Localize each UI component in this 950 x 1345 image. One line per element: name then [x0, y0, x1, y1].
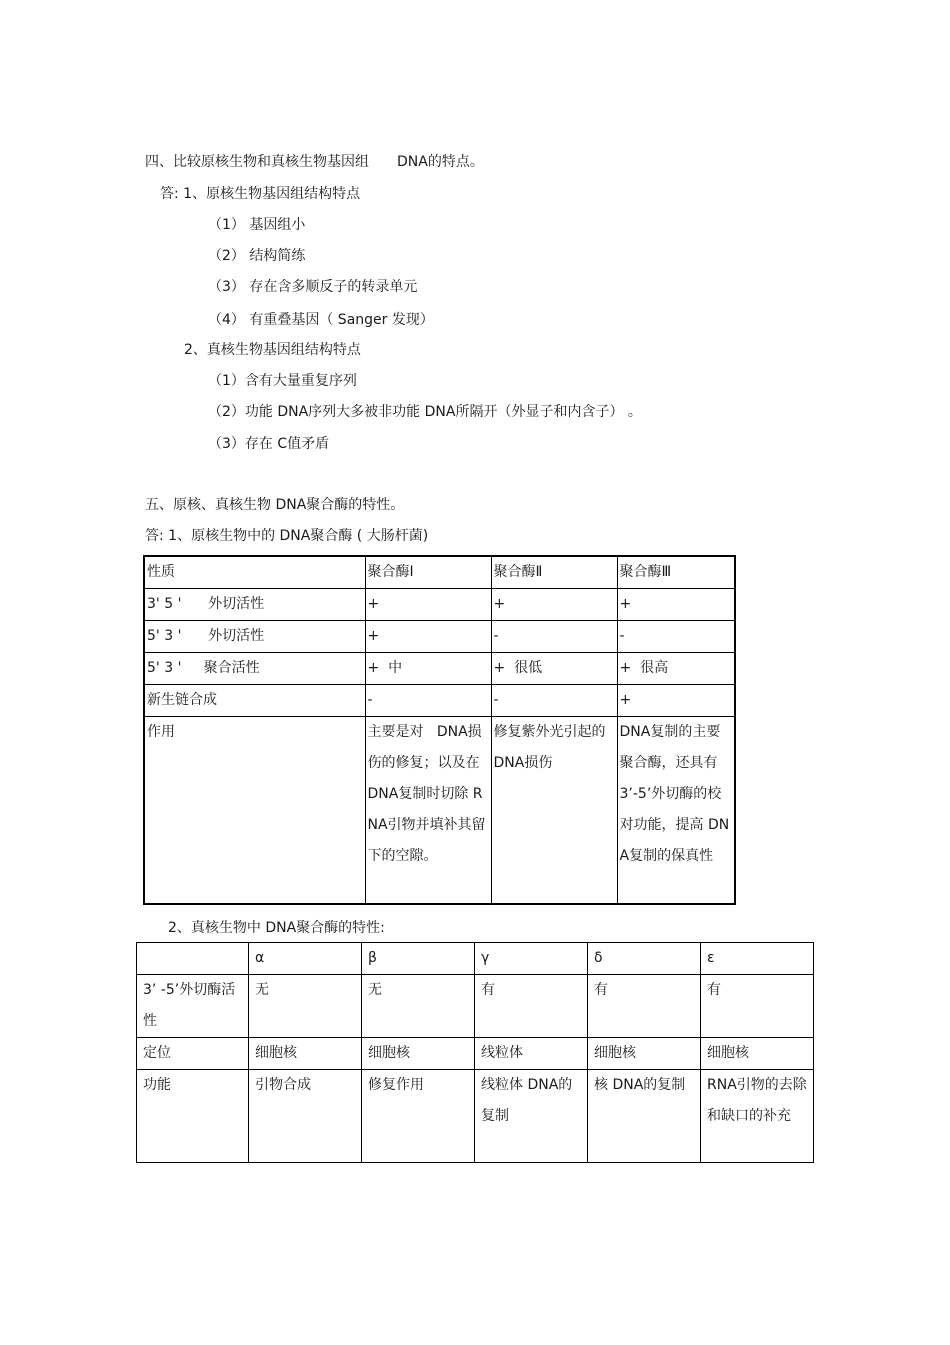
table-header-cell: 聚合酶Ⅲ	[617, 556, 735, 589]
table-header-row	[137, 943, 814, 975]
table-cell: 细胞核	[701, 1038, 814, 1070]
table-cell: DNA复制的主要聚合酶，还具有 3’-5’外切酶的校对功能，提高 DNA复制的保真性	[617, 717, 735, 905]
table-cell: +	[491, 589, 617, 621]
list-item: （3） 存在含多顺反子的转录单元	[208, 279, 418, 295]
table-row	[144, 589, 735, 621]
table-header-cell: 性质	[144, 556, 365, 589]
table-cell: -	[365, 685, 491, 717]
table-row	[144, 653, 735, 685]
table-row	[137, 1070, 814, 1163]
table-cell: 细胞核	[249, 1038, 362, 1070]
table-cell: 修复作用	[362, 1070, 475, 1163]
table-cell: 定位	[137, 1038, 249, 1070]
table-cell: 主要是对 DNA损伤的修复；以及在 DNA复制时切除 RNA引物并填补其留下的空隙。	[365, 717, 491, 905]
table-cell: RNA引物的去除和缺口的补充	[701, 1070, 814, 1163]
list-item: （2） 结构简练	[208, 248, 306, 264]
section-4-title: 四、比较原核生物和真核生物基因组 DNA的特点。	[145, 154, 484, 170]
table-cell: -	[491, 621, 617, 653]
table-cell: +	[365, 621, 491, 653]
section-4-answer-2: 2、真核生物基因组结构特点	[184, 342, 361, 358]
table-cell: 细胞核	[588, 1038, 701, 1070]
table-cell: 3' 5 ' 外切活性	[144, 589, 365, 621]
table-cell: 无	[362, 975, 475, 1038]
table-cell: +	[365, 589, 491, 621]
section-4-answer-1: 答: 1、原核生物基因组结构特点	[160, 186, 361, 202]
list-item: （1） 基因组小	[208, 217, 306, 233]
prokaryotic-polymerase-table	[143, 555, 736, 905]
table-cell: 线粒体 DNA的复制	[475, 1070, 588, 1163]
table-cell: 引物合成	[249, 1070, 362, 1163]
table-header-row	[144, 556, 735, 589]
table-cell: -	[617, 621, 735, 653]
table-cell: 5' 3 ' 聚合活性	[144, 653, 365, 685]
table-cell: 5' 3 ' 外切活性	[144, 621, 365, 653]
table-cell: 核 DNA的复制	[588, 1070, 701, 1163]
table-header-cell: 聚合酶Ⅱ	[491, 556, 617, 589]
table-row	[137, 975, 814, 1038]
table-cell: + 中	[365, 653, 491, 685]
section-5-answer-2: 2、真核生物中 DNA聚合酶的特性:	[168, 920, 385, 936]
table-cell: 有	[588, 975, 701, 1038]
list-item: （4） 有重叠基因（ Sanger 发现）	[208, 312, 434, 328]
table-header-cell: β	[362, 943, 475, 975]
table-cell: +	[617, 589, 735, 621]
eukaryotic-polymerase-table	[136, 942, 814, 1163]
table-cell: 线粒体	[475, 1038, 588, 1070]
table-cell: 功能	[137, 1070, 249, 1163]
table-header-cell	[137, 943, 249, 975]
table-cell: 3’ -5’外切酶活性	[137, 975, 249, 1038]
list-item: （2）功能 DNA序列大多被非功能 DNA所隔开（外显子和内含子） 。	[208, 404, 642, 420]
table-cell: 有	[701, 975, 814, 1038]
table-row	[137, 1038, 814, 1070]
table-row	[144, 621, 735, 653]
table-cell: 有	[475, 975, 588, 1038]
table-cell: 细胞核	[362, 1038, 475, 1070]
list-item: （1）含有大量重复序列	[208, 373, 357, 389]
table-row	[144, 717, 735, 905]
table-cell: + 很高	[617, 653, 735, 685]
table-header-cell: α	[249, 943, 362, 975]
table-header-cell: ε	[701, 943, 814, 975]
table-cell: 新生链合成	[144, 685, 365, 717]
table-cell: 修复紫外光引起的 DNA损伤	[491, 717, 617, 905]
table-header-cell: 聚合酶Ⅰ	[365, 556, 491, 589]
table-cell: +	[617, 685, 735, 717]
table-cell: 作用	[144, 717, 365, 905]
table-row	[144, 685, 735, 717]
table-header-cell: γ	[475, 943, 588, 975]
table-cell: 无	[249, 975, 362, 1038]
list-item: （3）存在 C值矛盾	[208, 436, 330, 452]
table-header-cell: δ	[588, 943, 701, 975]
section-5-title: 五、原核、真核生物 DNA聚合酶的特性。	[145, 497, 405, 513]
table-cell: + 很低	[491, 653, 617, 685]
table-cell: -	[491, 685, 617, 717]
section-5-answer-1: 答: 1、原核生物中的 DNA聚合酶 ( 大肠杆菌)	[145, 528, 429, 544]
